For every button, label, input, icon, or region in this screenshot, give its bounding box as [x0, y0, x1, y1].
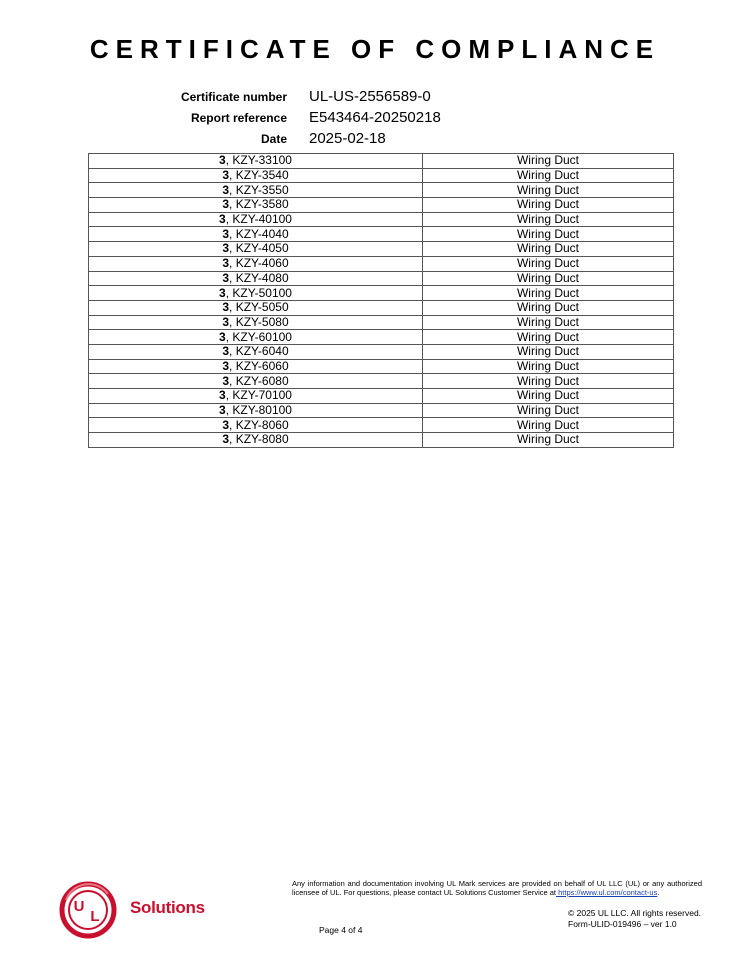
meta-value: 2025-02-18	[309, 130, 386, 147]
table-row	[89, 433, 674, 448]
description-cell: Wiring Duct	[423, 183, 674, 198]
quantity: 3	[219, 329, 226, 344]
model-cell	[89, 212, 423, 227]
model-number: , KZY-4060	[229, 256, 289, 271]
meta-row-certificate-number	[0, 88, 750, 109]
quantity: 3	[222, 226, 230, 241]
quantity: 3	[222, 256, 230, 271]
description-cell: Wiring Duct	[423, 359, 674, 374]
meta-row-report-reference	[0, 109, 750, 130]
model-cell	[89, 300, 423, 315]
description-cell: Wiring Duct	[423, 271, 674, 286]
table-row	[89, 227, 674, 242]
meta-value: UL-US-2556589-0	[309, 88, 431, 105]
model-cell	[89, 403, 423, 418]
model-cell	[89, 433, 423, 448]
model-cell	[89, 286, 423, 301]
quantity: 3	[219, 153, 226, 168]
model-number: , KZY-4040	[229, 226, 289, 241]
model-number: , KZY-8080	[229, 432, 289, 447]
model-number: , KZY-6040	[229, 344, 289, 359]
logo-text: Solutions	[130, 898, 205, 917]
description-cell: Wiring Duct	[423, 286, 674, 301]
model-cell	[89, 256, 423, 271]
quantity: 3	[222, 373, 230, 388]
model-cell	[89, 330, 423, 345]
model-number: , KZY-5080	[229, 314, 289, 329]
model-cell	[89, 227, 423, 242]
quantity: 3	[222, 168, 230, 183]
description-cell: Wiring Duct	[423, 330, 674, 345]
product-table	[88, 153, 674, 448]
description-cell: Wiring Duct	[423, 154, 674, 169]
quantity: 3	[222, 314, 230, 329]
quantity: 3	[222, 432, 230, 447]
description-cell: Wiring Duct	[423, 374, 674, 389]
meta-row-date	[0, 130, 750, 151]
quantity: 3	[219, 285, 226, 300]
description-cell: Wiring Duct	[423, 418, 674, 433]
disclaimer-text: Any information and documentation involving UL Mark services are provided on behalf of UL LLC (UL) or any authorized licensee of UL. For questions, please contact UL Solutions Customer Service at	[292, 879, 702, 897]
table-row	[89, 300, 674, 315]
model-number: , KZY-60100	[225, 329, 292, 344]
description-cell: Wiring Duct	[423, 300, 674, 315]
model-cell	[89, 418, 423, 433]
quantity: 3	[219, 403, 226, 418]
table-row	[89, 315, 674, 330]
model-number: , KZY-40100	[225, 212, 292, 227]
model-number: , KZY-80100	[225, 403, 292, 418]
description-cell: Wiring Duct	[423, 389, 674, 404]
quantity: 3	[222, 270, 230, 285]
model-number: , KZY-50100	[225, 285, 292, 300]
description-cell: Wiring Duct	[423, 212, 674, 227]
table-row	[89, 198, 674, 213]
page-number: Page 4 of 4	[319, 925, 363, 935]
meta-label: Report reference	[190, 111, 287, 125]
model-number: , KZY-5050	[229, 300, 289, 315]
table-row	[89, 330, 674, 345]
quantity: 3	[222, 358, 230, 373]
copyright-block	[568, 908, 701, 930]
table-row	[89, 418, 674, 433]
certificate-meta	[0, 88, 750, 151]
quantity: 3	[222, 417, 230, 432]
model-cell	[89, 389, 423, 404]
model-number: , KZY-3580	[229, 197, 289, 212]
table-row	[89, 389, 674, 404]
model-cell	[89, 154, 423, 169]
model-cell	[89, 183, 423, 198]
description-cell: Wiring Duct	[423, 403, 674, 418]
meta-label: Date	[260, 132, 287, 146]
model-number: , KZY-6080	[229, 373, 289, 388]
quantity: 3	[222, 197, 230, 212]
description-cell: Wiring Duct	[423, 227, 674, 242]
model-number: , KZY-6060	[229, 358, 289, 373]
table-row	[89, 256, 674, 271]
footer-disclaimer	[292, 879, 702, 897]
description-cell: Wiring Duct	[423, 256, 674, 271]
model-cell	[89, 271, 423, 286]
description-cell: Wiring Duct	[423, 198, 674, 213]
quantity: 3	[219, 212, 226, 227]
quantity: 3	[222, 241, 230, 256]
meta-label: Certificate number	[180, 90, 287, 104]
model-cell	[89, 198, 423, 213]
table-row	[89, 374, 674, 389]
model-number: , KZY-33100	[225, 153, 292, 168]
description-cell: Wiring Duct	[423, 242, 674, 257]
table-row	[89, 359, 674, 374]
table-row	[89, 212, 674, 227]
svg-text:U: U	[73, 898, 85, 915]
quantity: 3	[219, 388, 226, 403]
description-cell: Wiring Duct	[423, 433, 674, 448]
table-row	[89, 403, 674, 418]
page-title: CERTIFICATE OF COMPLIANCE	[89, 34, 661, 64]
ul-logo-icon	[52, 880, 128, 940]
quantity: 3	[222, 344, 230, 359]
model-number: , KZY-8060	[229, 417, 289, 432]
table-row	[89, 271, 674, 286]
copyright-text: © 2025 UL LLC. All rights reserved.	[568, 908, 702, 918]
description-cell: Wiring Duct	[423, 344, 674, 359]
table-row	[89, 154, 674, 169]
model-number: , KZY-4080	[229, 270, 289, 285]
description-cell: Wiring Duct	[423, 315, 674, 330]
form-id: Form-ULID-019496 – ver 1.0	[568, 919, 677, 929]
table-row	[89, 242, 674, 257]
description-cell: Wiring Duct	[423, 168, 674, 183]
model-cell	[89, 374, 423, 389]
model-cell	[89, 242, 423, 257]
quantity: 3	[222, 182, 230, 197]
model-number: , KZY-3540	[229, 168, 289, 183]
model-cell	[89, 315, 423, 330]
quantity: 3	[222, 300, 230, 315]
table-row	[89, 168, 674, 183]
model-number: , KZY-70100	[225, 388, 292, 403]
table-row	[89, 286, 674, 301]
model-number: , KZY-4050	[229, 241, 289, 256]
ul-solutions-logo	[52, 880, 205, 940]
model-cell	[89, 359, 423, 374]
table-row	[89, 183, 674, 198]
model-number: , KZY-3550	[229, 182, 289, 197]
model-cell	[89, 168, 423, 183]
svg-text:L: L	[90, 908, 100, 925]
model-cell	[89, 344, 423, 359]
disclaimer-end: .	[657, 888, 660, 897]
table-row	[89, 344, 674, 359]
contact-link[interactable]: https://www.ul.com/contact-us	[556, 888, 658, 897]
meta-value: E543464-20250218	[309, 109, 441, 126]
